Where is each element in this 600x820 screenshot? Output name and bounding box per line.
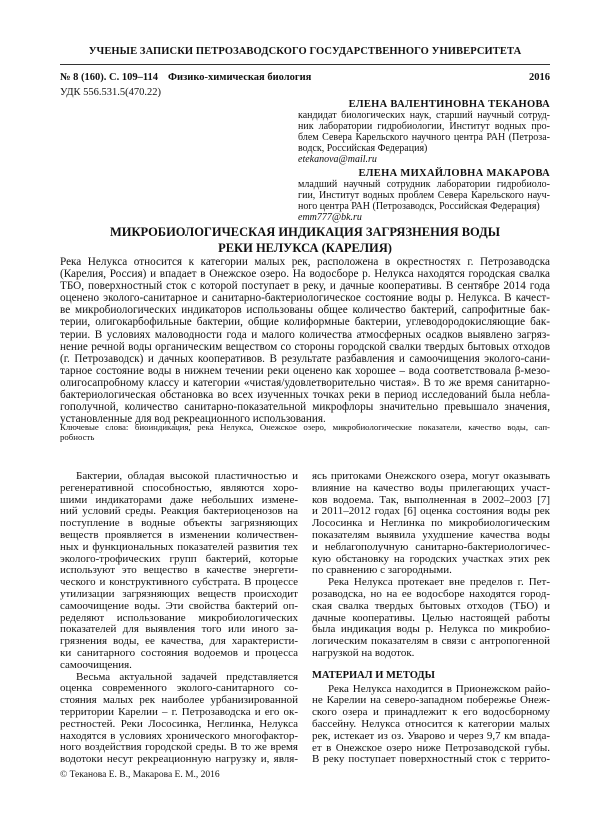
text-line: установленные для вод рекреационного использования. bbox=[60, 413, 326, 426]
text-line: ных и функциональных показателей развития тех bbox=[60, 540, 298, 553]
text-line: была индикация воды р. Нелукса по микробио- bbox=[312, 623, 550, 636]
text-line: ний условий среды. Реакция бактериоценозов на bbox=[60, 505, 298, 518]
title-line: РЕКИ НЕЛУКСА (КАРЕЛИЯ) bbox=[218, 241, 392, 255]
text-line: ки санитарного состояния водоемов и процесса bbox=[60, 646, 298, 659]
author-affiliation bbox=[298, 110, 550, 154]
text-line: рек, истекает из оз. Уварово и через 9,7 км впада- bbox=[312, 729, 550, 742]
text-line: ская свалка твердых бытовых отходов (ТБО) и bbox=[312, 599, 550, 612]
text-line: поступление в водные объекты загрязняющих bbox=[60, 517, 298, 530]
text-line: Бактерии, обладая высокой пластичностью и bbox=[76, 470, 298, 482]
title-line: МИКРОБИОЛОГИЧЕСКАЯ ИНДИКАЦИЯ ЗАГРЯЗНЕНИЯ ВОДЫ bbox=[109, 225, 501, 239]
header-divider bbox=[60, 64, 550, 65]
text-line: нение речной воды органическим веществом со стороны городской свалки твердых бытовых отходов bbox=[60, 340, 550, 353]
section-name: Физико-химическая биология bbox=[168, 72, 312, 83]
text-line: по сравнению с загородными. bbox=[312, 564, 452, 577]
text-line: ве микробиологических индикаторов использованы общее количество бактерий, сапрофитные бак- bbox=[60, 304, 550, 317]
text-line: Ключевые слова: биоиндикация, река Нелукса, Онежское озеро, микробиологические показатели, качество воды, сап- bbox=[60, 422, 550, 432]
text-line: Весьма актуальной задачей представляется bbox=[76, 670, 298, 683]
text-line: ределяют использование микробиологических bbox=[60, 611, 298, 624]
text-line: утилизации загрязняющих веществ происходит bbox=[60, 587, 298, 600]
text-line: оценка современного эколого-санитарного со- bbox=[60, 682, 298, 695]
text-line: терии, олигокарбофильные бактерии, общие колиформные бактерии, углеводородокисляющие бак- bbox=[60, 316, 550, 329]
udc-code: УДК 556.531.5(470.22) bbox=[60, 87, 162, 98]
text-line: (г. Петрозаводск) и дачных кооперативов. В результате разбавления и самоочищения эколого-сани- bbox=[60, 352, 550, 365]
text-line: ков водоема. Так, выполненная в 2002–2003 [7] bbox=[312, 493, 550, 506]
text-line: ного воздействия городской среды. В то же время bbox=[60, 741, 298, 754]
text-line: грязнения воды, ее качества, для характеристи- bbox=[60, 635, 298, 648]
text-line: терии. В условиях маловодности года и малого количества атмосферных осадков выявлено загряз- bbox=[60, 328, 550, 341]
text-line: робность bbox=[60, 431, 95, 442]
body-column-right bbox=[312, 471, 550, 766]
text-line: В реку поступает поверхностный сток с террито- bbox=[312, 753, 550, 766]
text-line: олигосапробному классу и категории «чистая/удовлетворительно чистая». В то же время санитарно- bbox=[60, 376, 550, 389]
text-line: младший научный сотрудник лаборатории гидробиоло- bbox=[298, 179, 550, 190]
text-line: находятся в условиях хронического многофактор- bbox=[60, 729, 298, 742]
text-line: Река Нелукса относится к категории малых рек, расположена в окрестностях г. Петрозаводска bbox=[60, 256, 550, 268]
author-block-2 bbox=[298, 168, 550, 223]
text-line: оценено эколого-санитарное и санитарно-бактериологическое состояние воды р. Нелукса. В качест- bbox=[60, 292, 550, 305]
author-affiliation bbox=[298, 179, 550, 212]
text-line: водск, Российская Федерация) bbox=[298, 143, 428, 154]
text-line: ет в Онежское озеро ниже Петрозаводской губы. bbox=[312, 741, 550, 754]
text-line: самоочищение воды. Эти свойства бактерий оп- bbox=[60, 599, 298, 612]
author-name: ЕЛЕНА МИХАЙЛОВНА МАКАРОВА bbox=[358, 168, 550, 179]
text-line: влияние на качество воды прилегающих участ- bbox=[312, 481, 550, 494]
author-email[interactable]: emm777@bk.ru bbox=[298, 212, 362, 223]
text-line: логическим показателям в связи с антропогенной bbox=[312, 635, 550, 648]
text-line: ного центра РАН (Петрозаводск, Российская Федерация) bbox=[298, 201, 540, 212]
text-line: ТБО, поверхностный сток с которой поступает в реку, и дачные кооперативы. В сентябре 2014 года bbox=[60, 280, 550, 293]
paragraph bbox=[60, 672, 298, 766]
text-line: стояния малых рек наиболее урбанизированной bbox=[60, 694, 298, 707]
text-line: ясь притоками Онежского озера, могут оказывать bbox=[312, 470, 550, 482]
text-line: не Карелии на северо-западном побережье Онеж- bbox=[312, 694, 550, 707]
text-line: эколого-трофических групп бактерий, которые bbox=[60, 552, 298, 565]
text-line: Река Нелукса протекает вне пределов г. Пет- bbox=[328, 576, 550, 589]
text-line: Река Нелукса находится в Прионежском райо- bbox=[328, 682, 550, 695]
author-block-1 bbox=[298, 99, 550, 165]
article-title bbox=[60, 224, 550, 256]
text-line: и 2011–2012 годах [6] оценка состояния воды рек bbox=[312, 505, 550, 518]
author-name: ЕЛЕНА ВАЛЕНТИНОВНА ТЕКАНОВА bbox=[348, 99, 550, 110]
body-column-left bbox=[60, 471, 298, 766]
keywords bbox=[60, 423, 550, 442]
abstract bbox=[60, 256, 550, 425]
text-line: водотоки несут рекреационную нагрузку и, явля- bbox=[60, 753, 298, 766]
text-line: бактериологическая обстановка во всех изученных точках реки в период исследований была небла- bbox=[60, 389, 550, 402]
text-line: шими индикаторами даже небольших измене- bbox=[60, 493, 298, 506]
text-line: и неблагополучную санитарно-бактериологичес- bbox=[312, 540, 550, 553]
author-email[interactable]: etekanova@mail.ru bbox=[298, 154, 377, 165]
paragraph bbox=[60, 471, 298, 672]
text-line: используют это вещество в качестве энергети- bbox=[60, 564, 298, 577]
text-line: кандидат биологических наук, старший научный сотруд- bbox=[298, 110, 550, 121]
text-line: гополучной, количество санитарно-показательной микрофлоры значительно превышало значения, bbox=[60, 401, 550, 414]
issue-line bbox=[60, 72, 550, 83]
text-line: (Карелия, Россия) и впадает в Онежское озеро. На водосборе р. Нелукса находятся городская свалка bbox=[60, 268, 550, 281]
text-line: ник лаборатории гидробиологии, Институт водных про- bbox=[298, 121, 550, 132]
text-line: нагрузкой на водоток. bbox=[312, 646, 415, 659]
text-line: Лососинка и Неглинка по микробиологическим bbox=[312, 517, 550, 530]
issue-year: 2016 bbox=[529, 72, 550, 83]
text-line: гии, Институт водных проблем Севера Карельского науч- bbox=[298, 190, 550, 201]
text-line: дачные кооперативы. Целью настоящей работы bbox=[312, 611, 550, 624]
paragraph bbox=[312, 684, 550, 767]
text-line: территории Карелии – г. Петрозаводска и его ок- bbox=[60, 705, 298, 718]
journal-title: УЧЕНЫЕ ЗАПИСКИ ПЕТРОЗАВОДСКОГО ГОСУДАРСТВЕННОГО УНИВЕРСИТЕТА bbox=[88, 46, 522, 57]
text-line: тарное состояние воды в нижнем течении реки оценено как хорошее – вода соответствовала β-мезо- bbox=[60, 364, 550, 377]
text-line: показателей для выявления того или иного за- bbox=[60, 623, 298, 636]
text-line: ческого и конструктивного субстрата. В процессе bbox=[60, 576, 298, 589]
text-line: самоочищения. bbox=[60, 658, 132, 671]
section-heading: МАТЕРИАЛ И МЕТОДЫ bbox=[312, 669, 435, 681]
text-line: регенеративной способностью, являются хоро- bbox=[60, 481, 298, 494]
text-line: бассейну. Нелукса относится к категории малых bbox=[312, 717, 550, 730]
text-line: розаводска, но на ее водосборе находятся город- bbox=[312, 587, 550, 600]
paragraph bbox=[312, 577, 550, 660]
issue-number: № 8 (160). С. 109–114 bbox=[60, 72, 159, 83]
paragraph bbox=[312, 471, 550, 577]
text-line: веществ проявляется в изменении количествен- bbox=[60, 528, 298, 541]
text-line: блем Севера Карельского научного центра РАН (Петроза- bbox=[298, 132, 550, 143]
text-line: рестностей. Реки Лососинка, Неглинка, Нелукса bbox=[60, 717, 298, 730]
copyright: © Теканова Е. В., Макарова Е. М., 2016 bbox=[60, 770, 220, 780]
text-line: ского озера и принадлежит к его водосборному bbox=[312, 706, 550, 719]
text-line: кую обстановку на городских участках этих рек bbox=[312, 552, 550, 565]
text-line: показателям выявила ухудшение качества воды bbox=[312, 528, 550, 541]
